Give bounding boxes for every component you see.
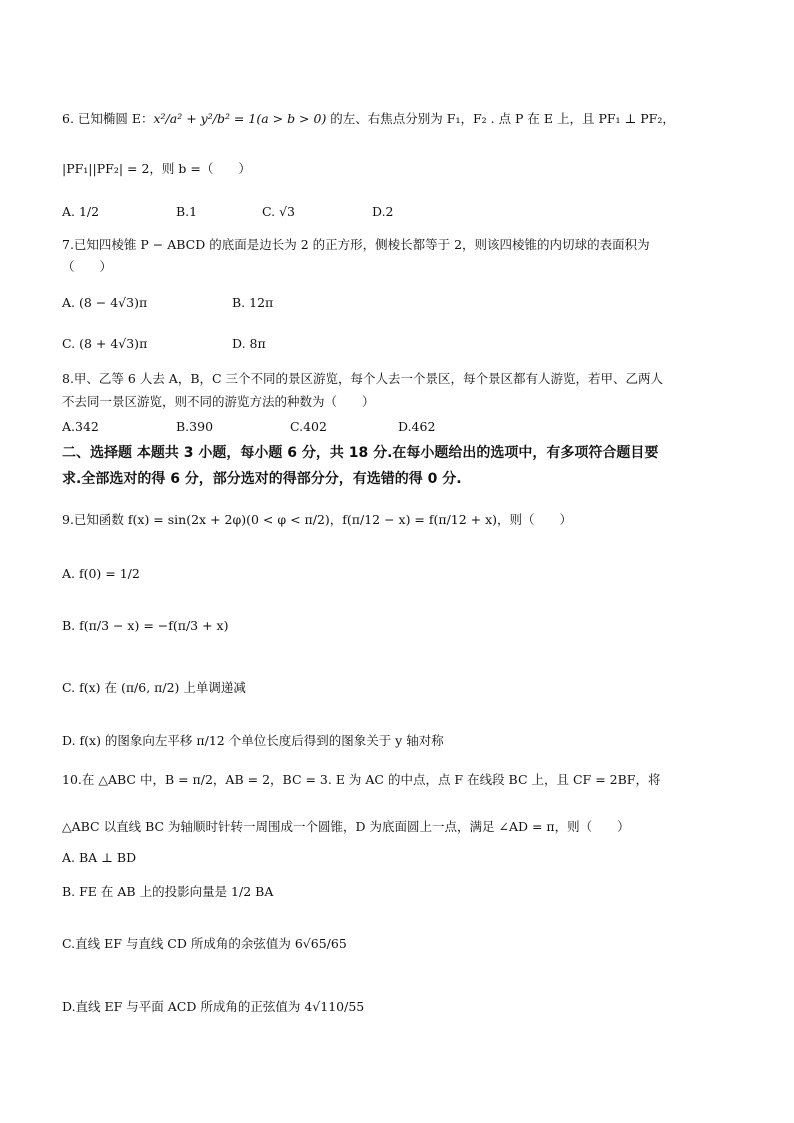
q7-option-d: D. 8π: [232, 336, 266, 351]
q7-option-a: A. (8 − 4√3)π: [62, 295, 148, 310]
q10-option-b: B. FE 在 AB 上的投影向量是 1/2 BA: [62, 884, 274, 899]
q8-option-a: A.342: [62, 419, 99, 434]
q8-option-d: D.462: [398, 419, 436, 434]
q7-line1: 7.已知四棱锥 P − ABCD 的底面是边长为 2 的正方形，侧棱长都等于 2，则该四棱锥的内切球的表面积为: [62, 237, 650, 252]
q7-option-b: B. 12π: [232, 295, 274, 310]
q6-ellipse-equation: x²/a² + y²/b² = 1(a > b > 0): [153, 111, 327, 126]
q7-option-c: C. (8 + 4√3)π: [62, 336, 148, 351]
q6-line2: |PF₁||PF₂| = 2，则 b =（ ）: [62, 161, 251, 176]
q9-stem: 9.已知函数 f(x) = sin(2x + 2φ)(0 < φ < π/2)，f(π/12 − x) = f(π/12 + x)，则（ ）: [62, 512, 573, 527]
q8-option-c: C.402: [290, 419, 327, 434]
q10-option-d: D.直线 EF 与平面 ACD 所成角的正弦值为 4√110/55: [62, 999, 365, 1014]
q10-line1: 10.在 △ABC 中，B = π/2，AB = 2，BC = 3. E 为 AC 的中点，点 F 在线段 BC 上，且 CF = 2BF，将: [62, 772, 661, 787]
q6-line1: [62, 110, 675, 128]
q10-option-c: C.直线 EF 与直线 CD 所成角的余弦值为 6√65/65: [62, 936, 347, 951]
q8-line2: 不去同一景区游览，则不同的游览方法的种数为（ ）: [62, 394, 375, 409]
q8-option-b: B.390: [176, 419, 214, 434]
q6-prefix: 6. 已知椭圆 E：: [62, 111, 154, 126]
q8-line1: 8.甲、乙等 6 人去 A，B，C 三个不同的景区游览，每个人去一个景区，每个景区都有人游览，若甲、乙两人: [62, 371, 664, 386]
q9-option-a: A. f(0) = 1/2: [62, 566, 140, 581]
q6-option-a: A. 1/2: [62, 204, 100, 219]
q9-option-c: C. f(x) 在 (π/6, π/2) 上单调递减: [62, 680, 246, 695]
q6-option-d: D.2: [372, 204, 394, 219]
section2-heading-line2: 求.全部选对的得 6 分，部分选对的得部分分，有选错的得 0 分.: [62, 471, 462, 487]
q10-line2: △ABC 以直线 BC 为轴顺时针转一周围成一个圆锥，D 为底面圆上一点，满足 ∠AD = π，则（ ）: [62, 819, 630, 834]
q6-option-b: B.1: [176, 204, 198, 219]
q10-option-a: A. BA ⊥ BD: [62, 850, 137, 865]
q9-option-d: D. f(x) 的图象向左平移 π/12 个单位长度后得到的图象关于 y 轴对称: [62, 733, 444, 748]
section2-heading-line1: 二、选择题 本题共 3 小题，每小题 6 分，共 18 分.在每小题给出的选项中，有多项符合题目要: [62, 445, 659, 461]
q6-option-c: C. √3: [262, 204, 295, 219]
q9-option-b: B. f(π/3 − x) = −f(π/3 + x): [62, 618, 229, 633]
q6-suffix: 的左、右焦点分别为 F₁，F₂ . 点 P 在 E 上，且 PF₁ ⊥ PF₂，: [326, 111, 675, 126]
q7-line2: （ ）: [62, 259, 113, 274]
